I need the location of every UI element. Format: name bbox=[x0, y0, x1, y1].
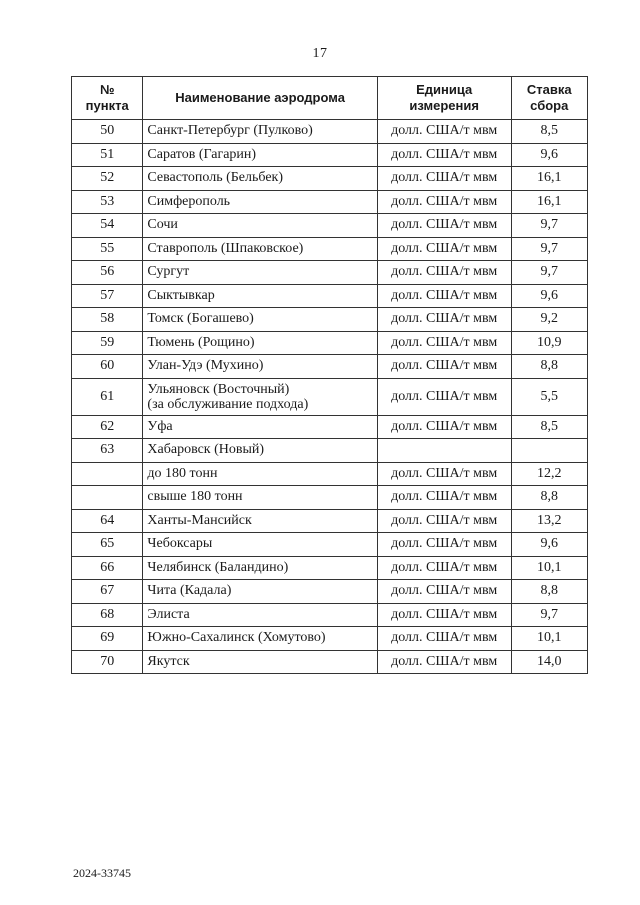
aerodrome-name: Ханты-Мансийск bbox=[143, 509, 377, 533]
aerodrome-name: Саратов (Гагарин) bbox=[143, 143, 377, 167]
fee-rate: 13,2 bbox=[511, 509, 587, 533]
table-row bbox=[72, 462, 588, 486]
table-row bbox=[72, 190, 588, 214]
header-item-number-line1: № bbox=[99, 82, 115, 97]
document-code: 2024-33745 bbox=[73, 866, 131, 880]
aerodrome-name-line1: Ульяновск (Восточный) bbox=[147, 381, 290, 397]
table-row bbox=[72, 603, 588, 627]
header-rate-line1: Ставка bbox=[526, 82, 572, 97]
fee-rate: 9,7 bbox=[511, 237, 587, 261]
aerodrome-name: Чита (Кадала) bbox=[143, 580, 377, 604]
table-row bbox=[72, 214, 588, 238]
unit-of-measure: долл. США/т мвм bbox=[377, 355, 511, 379]
fee-rate: 10,9 bbox=[511, 331, 587, 355]
row-number: 62 bbox=[72, 415, 143, 439]
fee-rate: 12,2 bbox=[511, 462, 587, 486]
row-number: 55 bbox=[72, 237, 143, 261]
unit-of-measure: долл. США/т мвм bbox=[377, 650, 511, 674]
unit-of-measure: долл. США/т мвм bbox=[377, 237, 511, 261]
table-row bbox=[72, 308, 588, 332]
table-row bbox=[72, 415, 588, 439]
fee-rate: 8,8 bbox=[511, 355, 587, 379]
aerodrome-name: Симферополь bbox=[143, 190, 377, 214]
header-rate bbox=[511, 77, 587, 120]
aerodrome-name: Челябинск (Баландино) bbox=[143, 556, 377, 580]
fee-rate: 9,6 bbox=[511, 533, 587, 557]
aerodrome-rates-table bbox=[71, 76, 588, 674]
fee-rate: 9,7 bbox=[511, 214, 587, 238]
aerodrome-name: Ставрополь (Шпаковское) bbox=[143, 237, 377, 261]
unit-of-measure: долл. США/т мвм bbox=[377, 120, 511, 144]
unit-of-measure: долл. США/т мвм bbox=[377, 378, 511, 415]
row-number: 64 bbox=[72, 509, 143, 533]
aerodrome-name-line2: (за обслуживание подхода) bbox=[147, 396, 309, 412]
row-number: 70 bbox=[72, 650, 143, 674]
header-unit-line2: измерения bbox=[409, 98, 479, 113]
row-number: 67 bbox=[72, 580, 143, 604]
aerodrome-name: Сочи bbox=[143, 214, 377, 238]
fee-rate: 16,1 bbox=[511, 167, 587, 191]
unit-of-measure: долл. США/т мвм bbox=[377, 415, 511, 439]
table-row bbox=[72, 580, 588, 604]
aerodrome-name: Сыктывкар bbox=[143, 284, 377, 308]
row-number: 56 bbox=[72, 261, 143, 285]
fee-rate: 8,5 bbox=[511, 415, 587, 439]
row-number bbox=[72, 486, 143, 510]
table-row bbox=[72, 284, 588, 308]
aerodrome-name: Хабаровск (Новый) bbox=[143, 439, 377, 463]
table-row bbox=[72, 533, 588, 557]
unit-of-measure: долл. США/т мвм bbox=[377, 190, 511, 214]
aerodrome-name: Севастополь (Бельбек) bbox=[143, 167, 377, 191]
aerodrome-name: Уфа bbox=[143, 415, 377, 439]
fee-rate: 9,7 bbox=[511, 603, 587, 627]
aerodrome-name: Элиста bbox=[143, 603, 377, 627]
unit-of-measure: долл. США/т мвм bbox=[377, 167, 511, 191]
header-aerodrome-name: Наименование аэродрома bbox=[143, 77, 377, 120]
aerodrome-name: Якутск bbox=[143, 650, 377, 674]
row-number: 68 bbox=[72, 603, 143, 627]
fee-rate bbox=[511, 439, 587, 463]
aerodrome-name: Улан-Удэ (Мухино) bbox=[143, 355, 377, 379]
unit-of-measure: долл. США/т мвм bbox=[377, 533, 511, 557]
table-row bbox=[72, 261, 588, 285]
table-row bbox=[72, 120, 588, 144]
row-number: 61 bbox=[72, 378, 143, 415]
table-row bbox=[72, 556, 588, 580]
table-row bbox=[72, 237, 588, 261]
fee-rate: 10,1 bbox=[511, 556, 587, 580]
row-number: 63 bbox=[72, 439, 143, 463]
row-number: 58 bbox=[72, 308, 143, 332]
fee-rate: 10,1 bbox=[511, 627, 587, 651]
row-number: 65 bbox=[72, 533, 143, 557]
row-number: 54 bbox=[72, 214, 143, 238]
page-number: 17 bbox=[312, 46, 328, 61]
header-unit-line1: Единица bbox=[416, 82, 473, 97]
fee-rate: 16,1 bbox=[511, 190, 587, 214]
row-number: 53 bbox=[72, 190, 143, 214]
header-item-number-line2: пункта bbox=[85, 98, 129, 113]
unit-of-measure: долл. США/т мвм bbox=[377, 509, 511, 533]
header-rate-line2: сбора bbox=[530, 98, 569, 113]
unit-of-measure: долл. США/т мвм bbox=[377, 261, 511, 285]
aerodrome-name: Тюмень (Рощино) bbox=[143, 331, 377, 355]
table-row bbox=[72, 439, 588, 463]
header-unit bbox=[377, 77, 511, 120]
unit-of-measure: долл. США/т мвм bbox=[377, 462, 511, 486]
unit-of-measure bbox=[377, 439, 511, 463]
table-row bbox=[72, 143, 588, 167]
table-row bbox=[72, 378, 588, 415]
unit-of-measure: долл. США/т мвм bbox=[377, 580, 511, 604]
row-number: 52 bbox=[72, 167, 143, 191]
fee-rate: 8,5 bbox=[511, 120, 587, 144]
fee-rate: 8,8 bbox=[511, 486, 587, 510]
aerodrome-name: Санкт-Петербург (Пулково) bbox=[143, 120, 377, 144]
table-row bbox=[72, 486, 588, 510]
fee-rate: 9,6 bbox=[511, 284, 587, 308]
unit-of-measure: долл. США/т мвм bbox=[377, 331, 511, 355]
aerodrome-name: Чебоксары bbox=[143, 533, 377, 557]
table-header-row bbox=[72, 77, 588, 120]
aerodrome-name: Сургут bbox=[143, 261, 377, 285]
row-number bbox=[72, 462, 143, 486]
table-row bbox=[72, 509, 588, 533]
aerodrome-name: до 180 тонн bbox=[143, 462, 377, 486]
unit-of-measure: долл. США/т мвм bbox=[377, 143, 511, 167]
table-row bbox=[72, 331, 588, 355]
aerodrome-name bbox=[143, 378, 377, 415]
row-number: 66 bbox=[72, 556, 143, 580]
aerodrome-name: Южно-Сахалинск (Хомутово) bbox=[143, 627, 377, 651]
unit-of-measure: долл. США/т мвм bbox=[377, 214, 511, 238]
row-number: 69 bbox=[72, 627, 143, 651]
fee-rate: 8,8 bbox=[511, 580, 587, 604]
unit-of-measure: долл. США/т мвм bbox=[377, 308, 511, 332]
unit-of-measure: долл. США/т мвм bbox=[377, 284, 511, 308]
row-number: 60 bbox=[72, 355, 143, 379]
row-number: 57 bbox=[72, 284, 143, 308]
aerodrome-name: Томск (Богашево) bbox=[143, 308, 377, 332]
unit-of-measure: долл. США/т мвм bbox=[377, 603, 511, 627]
fee-rate: 9,2 bbox=[511, 308, 587, 332]
header-item-number bbox=[72, 77, 143, 120]
table-row bbox=[72, 167, 588, 191]
fee-rate: 5,5 bbox=[511, 378, 587, 415]
aerodrome-name: свыше 180 тонн bbox=[143, 486, 377, 510]
fee-rate: 9,6 bbox=[511, 143, 587, 167]
row-number: 59 bbox=[72, 331, 143, 355]
row-number: 51 bbox=[72, 143, 143, 167]
table-row bbox=[72, 650, 588, 674]
fee-rate: 9,7 bbox=[511, 261, 587, 285]
fee-rate: 14,0 bbox=[511, 650, 587, 674]
unit-of-measure: долл. США/т мвм bbox=[377, 486, 511, 510]
table-row bbox=[72, 627, 588, 651]
unit-of-measure: долл. США/т мвм bbox=[377, 627, 511, 651]
table-row bbox=[72, 355, 588, 379]
unit-of-measure: долл. США/т мвм bbox=[377, 556, 511, 580]
row-number: 50 bbox=[72, 120, 143, 144]
